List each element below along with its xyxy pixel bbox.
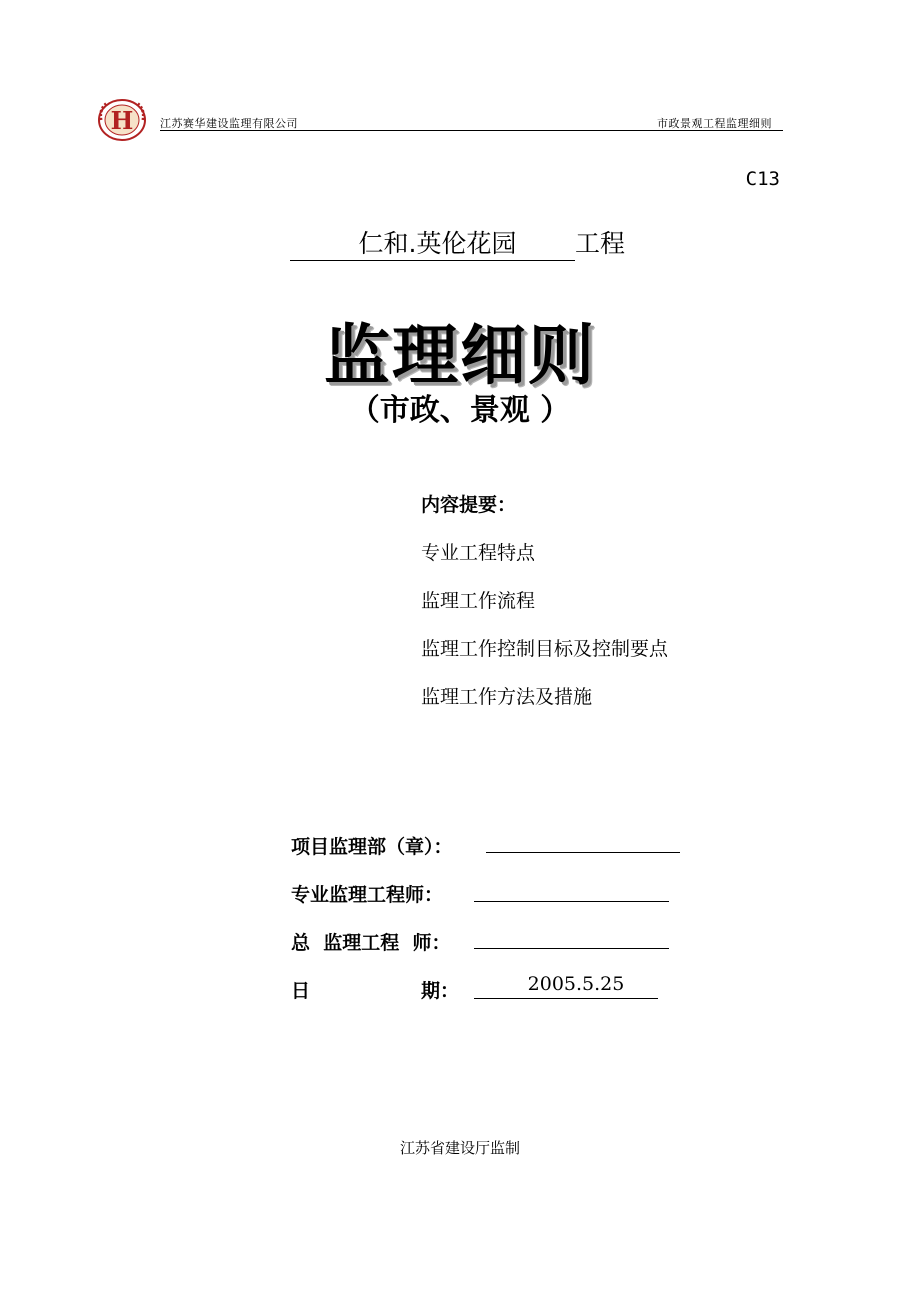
header-divider [160, 130, 783, 131]
project-name: 仁和.英伦花园 [290, 224, 575, 261]
contents-item: 专业工程特点 [421, 542, 536, 564]
contents-item: 监理工作方法及措施 [421, 686, 593, 708]
contents-item: 监理工作流程 [421, 590, 536, 612]
subtitle: （市政、景观 ） [349, 393, 571, 428]
contents-summary [421, 490, 668, 710]
engineer-label: 专业监理工程师： [291, 884, 444, 906]
company-name: 江苏赛华建设监理有限公司 [160, 117, 298, 130]
engineer-signature-line [474, 901, 669, 902]
logo-letter: H [110, 106, 134, 135]
date-label-end: 期： [421, 980, 460, 1002]
footer-supervision: 江苏省建设厅监制 [399, 1139, 520, 1157]
project-suffix: 工程 [575, 229, 626, 258]
department-label: 项目监理部（章）： [291, 836, 453, 858]
date-label-start: 日 [291, 980, 311, 1002]
main-title: 监理细则 [324, 317, 596, 394]
document-code: C13 [745, 168, 780, 190]
contents-heading: 内容提要： [421, 494, 517, 516]
chief-signature-line [474, 948, 669, 949]
department-signature-line [486, 852, 680, 853]
company-logo [97, 99, 147, 141]
project-title-line [290, 224, 625, 260]
chief-engineer-label: 总 监理工程 师： [291, 932, 451, 954]
date-value: 2005.5.25 [474, 973, 658, 999]
document-type: 市政景观工程监理细则 [657, 117, 772, 130]
contents-item: 监理工作控制目标及控制要点 [421, 638, 669, 660]
